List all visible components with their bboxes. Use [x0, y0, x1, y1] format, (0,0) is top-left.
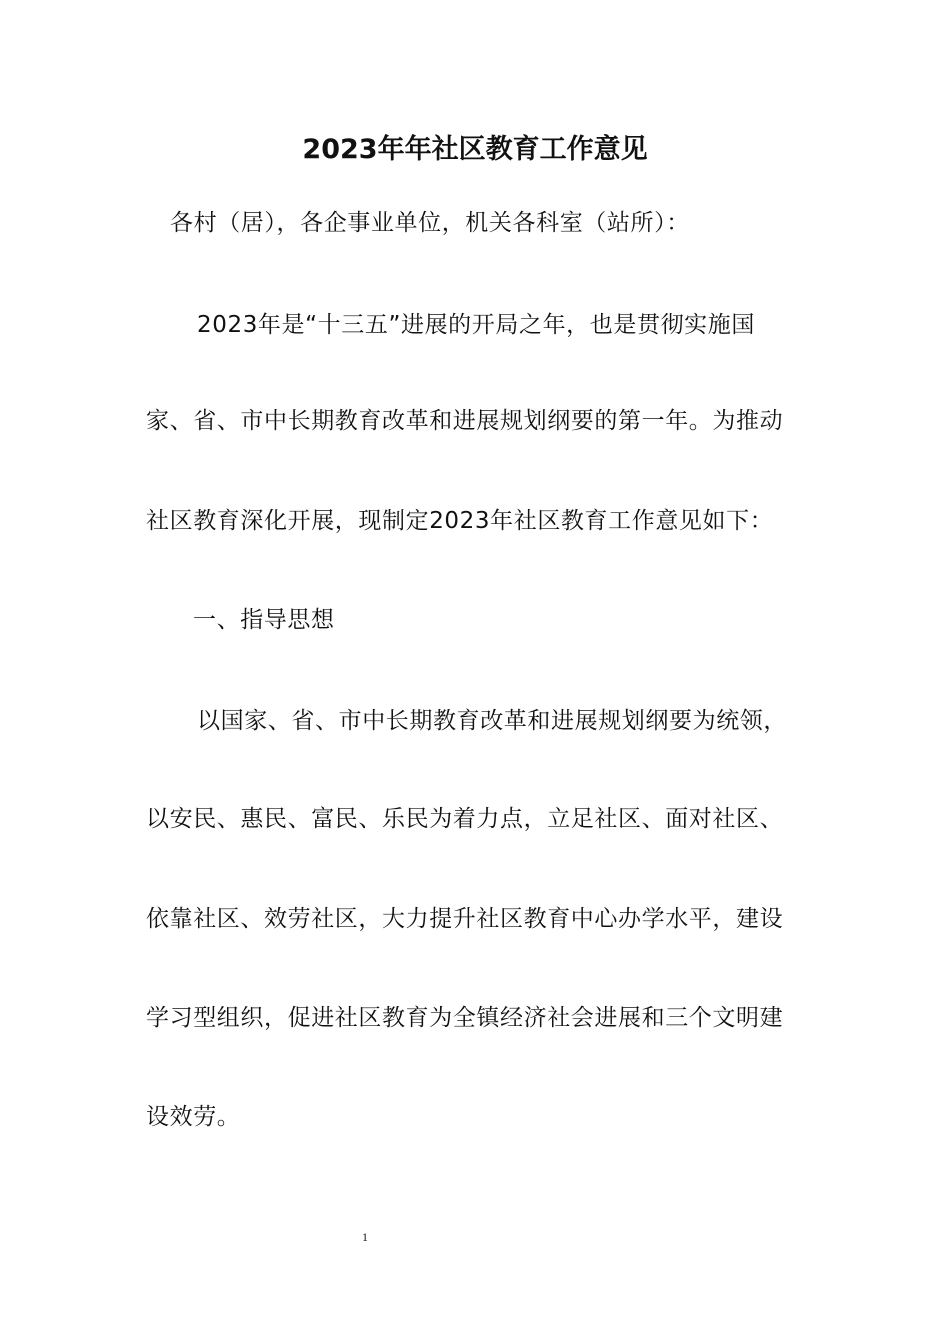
paragraph-line: 以国家、省、市中长期教育改革和进展规划纲要为统领，: [197, 708, 787, 734]
paragraph-line: 2023年是“十三五”进展的开局之年，也是贯彻实施国: [197, 312, 755, 338]
document-title: 2023年年社区教育工作意见: [302, 134, 648, 165]
paragraph-line: 以安民、惠民、富民、乐民为着力点，立足社区、面对社区、: [146, 806, 784, 832]
paragraph-line: 社区教育深化开展，现制定2023年社区教育工作意见如下：: [146, 508, 774, 534]
paragraph-line: 依靠社区、效劳社区，大力提升社区教育中心办学水平，建设: [146, 906, 784, 932]
paragraph-line: 设效劳。: [146, 1104, 241, 1130]
paragraph-line: 家、省、市中长期教育改革和进展规划纲要的第一年。为推动: [146, 408, 784, 434]
salutation: 各村（居），各企事业单位，机关各科室（站所）：: [170, 210, 690, 236]
section-heading: 一、指导思想: [193, 607, 335, 633]
page-number: 1: [362, 1230, 368, 1244]
paragraph-line: 学习型组织，促进社区教育为全镇经济社会进展和三个文明建: [146, 1005, 784, 1031]
